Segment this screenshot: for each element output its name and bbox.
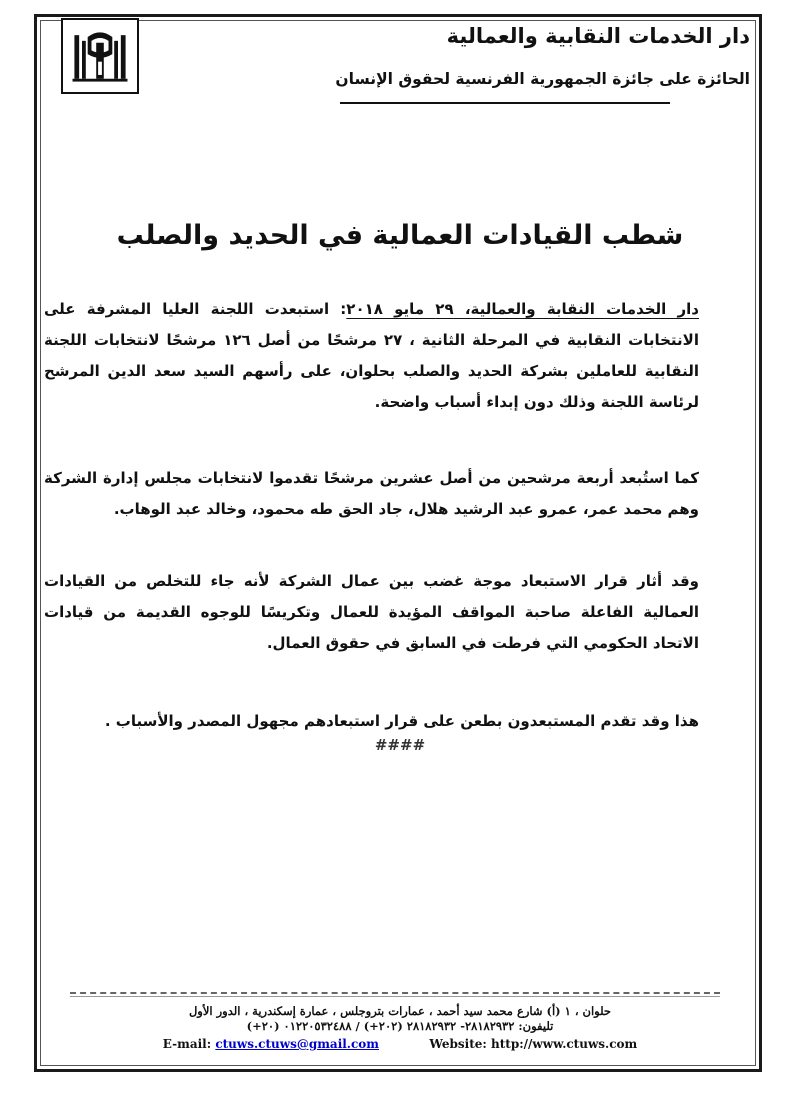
footer-divider — [70, 992, 720, 994]
footer-address: حلوان ، ١ (أ) شارع محمد سيد أحمد ، عمارات بتروجلس ، عمارة إسكندرية ، الدور الأول — [188, 1004, 612, 1018]
paragraph-4: هذا وقد تقدم المستبعدون بطعن على قرار استبعادهم مجهول المصدر والأسباب . — [104, 712, 699, 730]
org-subtitle: الحائزة على جائزة الجمهورية الفرنسية لحقوق الإنسان — [335, 70, 750, 88]
header-divider — [340, 102, 670, 104]
paragraph-3: وقد أثار قرار الاستبعاد موجة غضب بين عمال الشركة لأنه جاء للتخلص من القيادات العمالية الفاعلة صاحبة المواقف المؤيدة للعمال وتكريسًا للوجوه القديمة من قيادات الاتحاد الحكومي التي فرطت في السابق في حقوق العمال. — [44, 572, 699, 652]
paragraph-2: كما استُبعد أربعة مرشحين من أصل عشرين مرشحًا تقدموا لانتخابات مجلس إدارة الشركة وهم محمد عمر، عمرو عبد الرشيد هلال، جاد الحق طه محمود، وخالد عبد الوهاب. — [44, 469, 699, 518]
footer-phone: تليفون: ٢٨١٨٢٩٣٢- ٢٨١٨٢٩٣٢ (٢٠٢+) / ٠١٢٢٠٥٣٢٤٨٨ (٢٠+) — [246, 1019, 554, 1033]
document-title: شطب القيادات العمالية في الحديد والصلب — [116, 220, 684, 251]
email-label: E-mail: — [162, 1037, 212, 1051]
dateline: دار الخدمات النقابة والعمالية، ٢٩ مايو ٢٠١٨ — [346, 300, 699, 318]
org-name: دار الخدمات النقابية والعمالية — [446, 24, 750, 48]
page-border-inner — [40, 20, 756, 1066]
end-mark: #### — [374, 736, 426, 754]
paragraph-1-text: : استبعدت اللجنة العليا المشرفة على الانتخابات النقابية في المرحلة الثانية ، ٢٧ مرشحًا من أصل ١٢٦ مرشحًا لانتخابات اللجنة النقابية للعاملين بشركة الحديد والصلب بحلوان، على رأسهم السيد سعد الدين المرشح لرئاسة اللجنة وذلك دون إبداء أسباب واضحة. — [44, 300, 699, 411]
page-border — [34, 14, 762, 1072]
logo-emblem-icon — [63, 20, 137, 92]
paragraph-1 — [44, 294, 699, 418]
email-link[interactable]: ctuws.ctuws@gmail.com — [215, 1037, 379, 1051]
org-logo — [61, 18, 139, 94]
footer-divider-2 — [70, 996, 720, 997]
website-label: Website: — [429, 1037, 487, 1051]
website-link[interactable]: http://www.ctuws.com — [491, 1037, 638, 1051]
footer-contact — [0, 1037, 800, 1051]
